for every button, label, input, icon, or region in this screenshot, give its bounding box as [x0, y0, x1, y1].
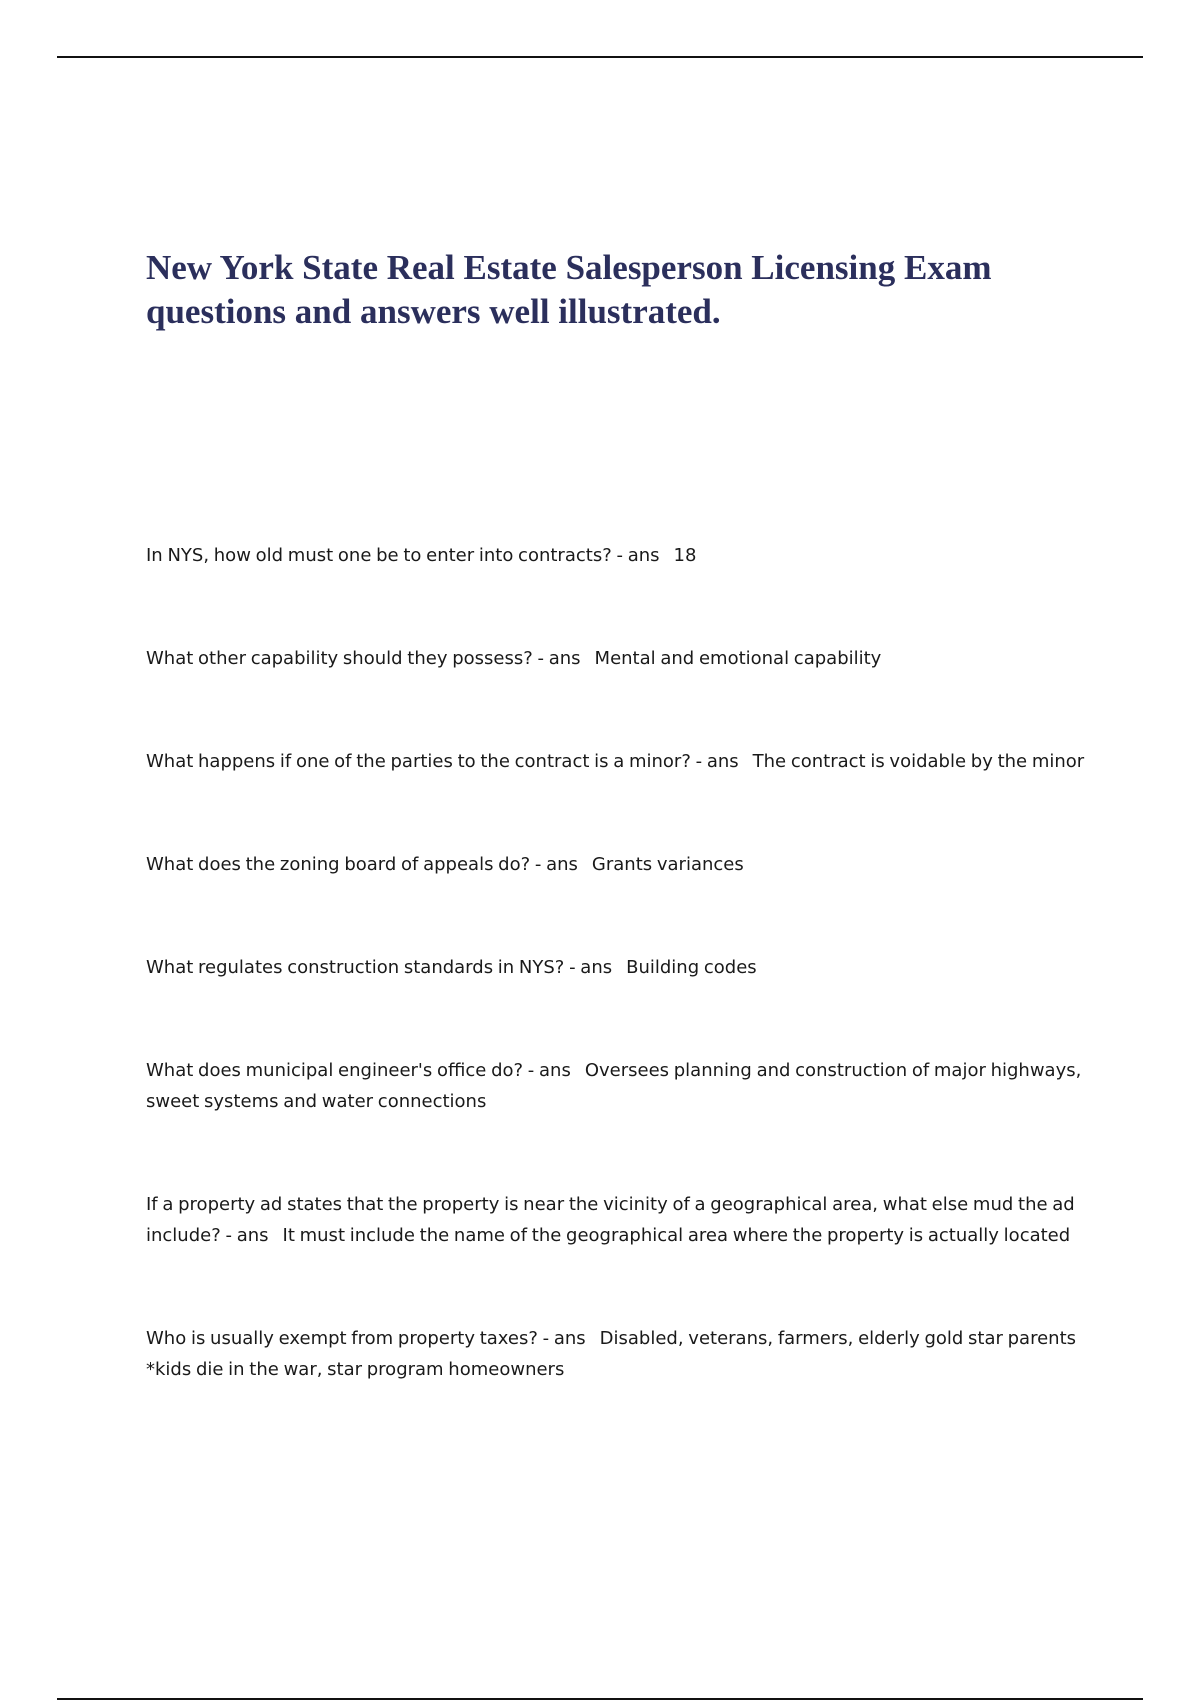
answer-text: 18 — [673, 545, 697, 566]
qa-item — [146, 1323, 1096, 1385]
question-text: What other capability should they possess? - ans — [146, 648, 581, 669]
question-text: Who is usually exempt from property taxes? - ans — [146, 1328, 586, 1349]
answer-text: Building codes — [626, 957, 757, 978]
answer-text: Mental and emotional capability — [594, 648, 882, 669]
qa-item — [146, 540, 1096, 571]
answer-text: Oversees planning and construction of major highways, sweet systems and water connections — [146, 1060, 1082, 1112]
qa-item — [146, 643, 1096, 674]
qa-item — [146, 746, 1096, 777]
answer-text: The contract is voidable by the minor — [752, 751, 1085, 772]
header-rule — [57, 56, 1143, 58]
question-text: What does municipal engineer's office do? - ans — [146, 1060, 571, 1081]
qa-item — [146, 1189, 1096, 1251]
qa-item — [146, 849, 1096, 880]
answer-text: Disabled, veterans, farmers, elderly gold star parents *kids die in the war, star program homeowners — [146, 1328, 1076, 1380]
question-text: What regulates construction standards in NYS? - ans — [146, 957, 613, 978]
qa-item — [146, 952, 1096, 983]
question-text: What does the zoning board of appeals do? - ans — [146, 854, 578, 875]
answer-text: Grants variances — [591, 854, 744, 875]
question-text: In NYS, how old must one be to enter into contracts? - ans — [146, 545, 660, 566]
answer-text: It must include the name of the geographical area where the property is actually located — [282, 1225, 1071, 1246]
qa-item — [146, 1055, 1096, 1117]
document-title: New York State Real Estate Salesperson Licensing Exam questions and answers well illustrated. — [146, 248, 992, 331]
qa-list — [146, 540, 1096, 1457]
question-text: What happens if one of the parties to the contract is a minor? - ans — [146, 751, 739, 772]
question-text: If a property ad states that the property is near the vicinity of a geographical area, what else mud the ad include? - ans — [146, 1194, 1075, 1246]
